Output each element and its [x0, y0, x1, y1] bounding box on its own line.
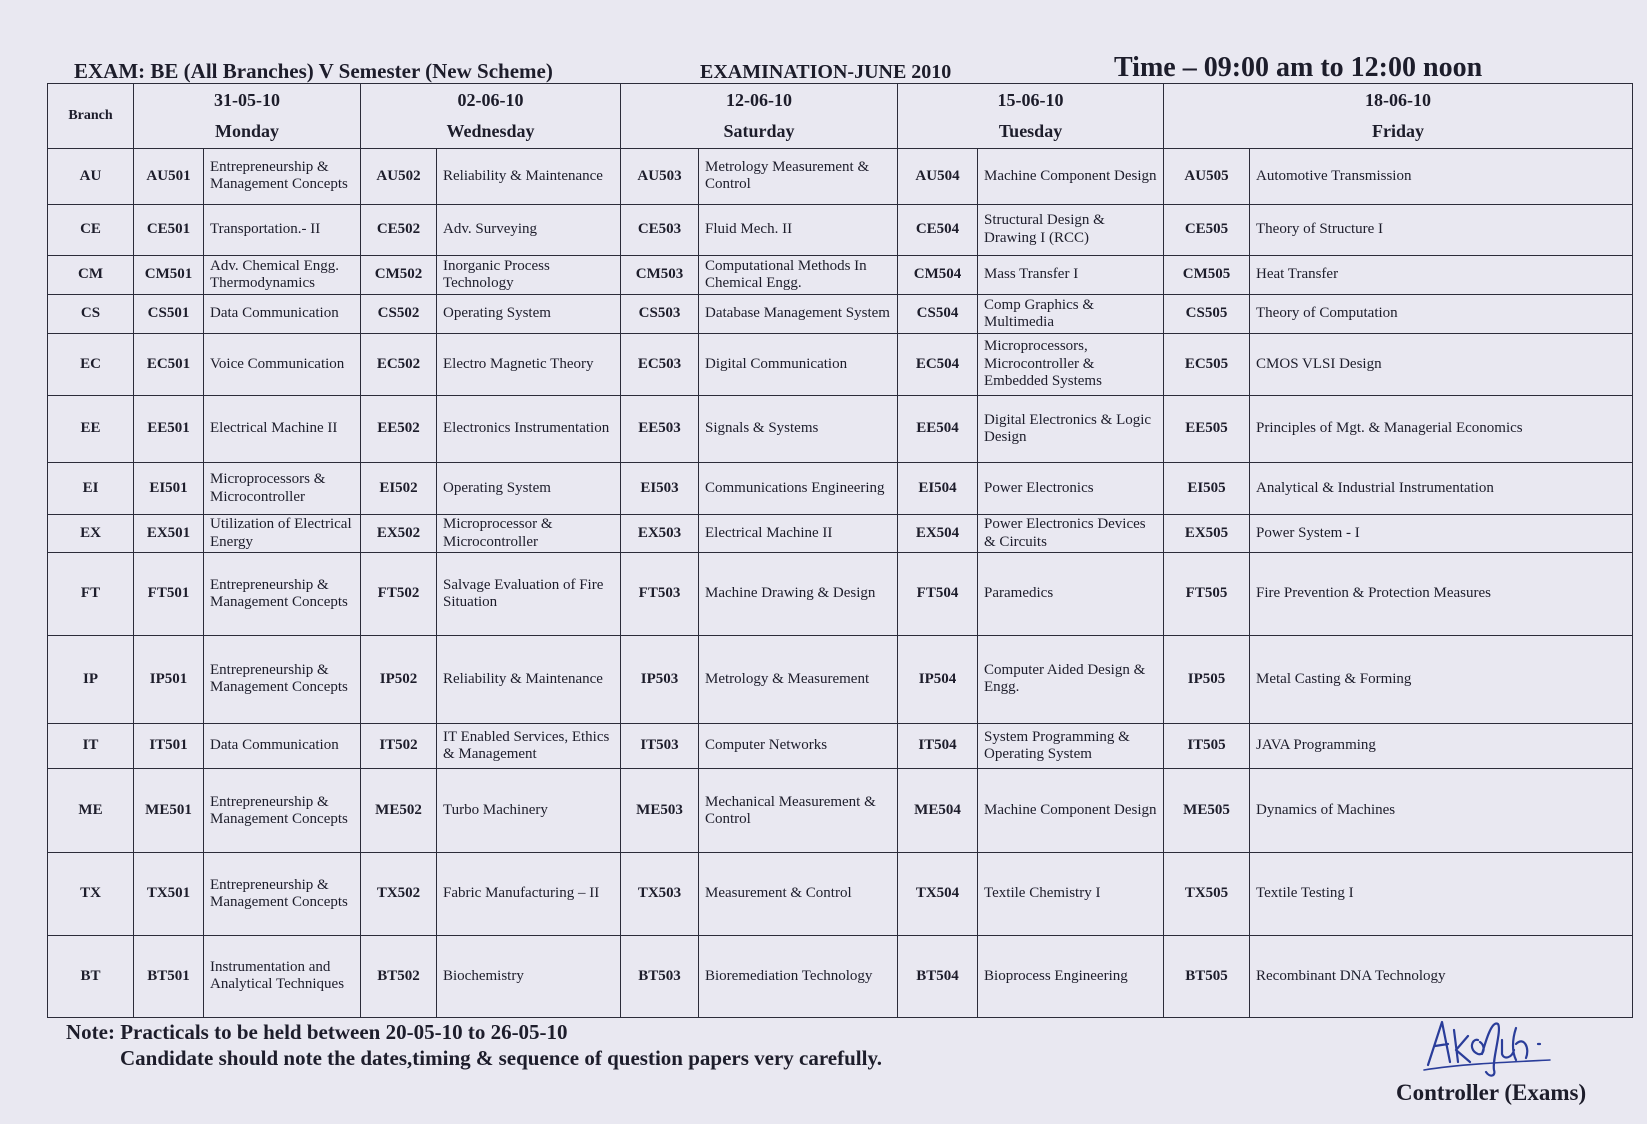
paper-code-cell: CM503	[621, 255, 699, 294]
paper-code-cell: ME503	[621, 769, 699, 853]
subject-cell: Fabric Manufacturing – II	[437, 853, 621, 935]
subject-cell: Bioremediation Technology	[699, 935, 898, 1017]
table-row	[48, 723, 1633, 768]
paper-code-cell: IT503	[621, 723, 699, 768]
subject-cell: Electronics Instrumentation	[437, 395, 621, 463]
paper-code-cell: AU501	[134, 149, 204, 205]
table-row	[48, 395, 1633, 463]
exam-time: Time – 09:00 am to 12:00 noon	[1114, 52, 1483, 83]
document-header	[74, 52, 1634, 84]
table-row	[48, 204, 1633, 255]
paper-code-cell: CM501	[134, 255, 204, 294]
subject-cell: Recombinant DNA Technology	[1250, 935, 1633, 1017]
branch-cell: TX	[48, 853, 134, 935]
branch-cell: AU	[48, 149, 134, 205]
paper-code-cell: IT501	[134, 723, 204, 768]
subject-cell: Power Electronics Devices & Circuits	[978, 514, 1164, 553]
branch-cell: EX	[48, 514, 134, 553]
paper-code-cell: EI505	[1164, 463, 1250, 514]
timetable-table	[47, 83, 1633, 1018]
branch-cell: FT	[48, 553, 134, 635]
subject-cell: Entrepreneurship & Management Concepts	[204, 853, 361, 935]
subject-cell: Power System - I	[1250, 514, 1633, 553]
subject-cell: Theory of Computation	[1250, 294, 1633, 333]
branch-cell: EE	[48, 395, 134, 463]
table-row	[48, 149, 1633, 205]
day-header	[361, 84, 621, 149]
paper-code-cell: FT503	[621, 553, 699, 635]
timetable-body	[48, 149, 1633, 1018]
paper-code-cell: FT504	[898, 553, 978, 635]
paper-code-cell: CS505	[1164, 294, 1250, 333]
subject-cell: Measurement & Control	[699, 853, 898, 935]
paper-code-cell: ME504	[898, 769, 978, 853]
paper-code-cell: BT501	[134, 935, 204, 1017]
subject-cell: IT Enabled Services, Ethics & Management	[437, 723, 621, 768]
paper-code-cell: AU502	[361, 149, 437, 205]
subject-cell: Machine Component Design	[978, 149, 1164, 205]
subject-cell: Electrical Machine II	[204, 395, 361, 463]
branch-cell: EC	[48, 333, 134, 395]
signature	[1420, 1010, 1570, 1080]
subject-cell: Salvage Evaluation of Fire Situation	[437, 553, 621, 635]
paper-code-cell: ME502	[361, 769, 437, 853]
paper-code-cell: FT502	[361, 553, 437, 635]
table-row	[48, 769, 1633, 853]
subject-cell: Reliability & Maintenance	[437, 149, 621, 205]
subject-cell: Microprocessors & Microcontroller	[204, 463, 361, 514]
day-name: Wednesday	[446, 121, 535, 141]
paper-code-cell: TX503	[621, 853, 699, 935]
branch-cell: IT	[48, 723, 134, 768]
paper-code-cell: EX504	[898, 514, 978, 553]
paper-code-cell: IP503	[621, 635, 699, 723]
day-date: 31-05-10	[214, 90, 280, 111]
branch-column-header: Branch	[48, 84, 134, 149]
subject-cell: Microprocessor & Microcontroller	[437, 514, 621, 553]
subject-cell: Mass Transfer I	[978, 255, 1164, 294]
subject-cell: Entrepreneurship & Management Concepts	[204, 635, 361, 723]
day-header	[134, 84, 361, 149]
subject-cell: Comp Graphics & Multimedia	[978, 294, 1164, 333]
paper-code-cell: TX504	[898, 853, 978, 935]
subject-cell: Textile Chemistry I	[978, 853, 1164, 935]
subject-cell: Adv. Surveying	[437, 204, 621, 255]
day-date: 12-06-10	[726, 90, 792, 111]
subject-cell: Theory of Structure I	[1250, 204, 1633, 255]
paper-code-cell: AU504	[898, 149, 978, 205]
paper-code-cell: CE503	[621, 204, 699, 255]
paper-code-cell: ME505	[1164, 769, 1250, 853]
paper-code-cell: AU503	[621, 149, 699, 205]
subject-cell: Metrology & Measurement	[699, 635, 898, 723]
paper-code-cell: CS504	[898, 294, 978, 333]
paper-code-cell: EE503	[621, 395, 699, 463]
subject-cell: Fire Prevention & Protection Measures	[1250, 553, 1633, 635]
paper-code-cell: ME501	[134, 769, 204, 853]
paper-code-cell: EE502	[361, 395, 437, 463]
paper-code-cell: EC505	[1164, 333, 1250, 395]
day-name: Monday	[214, 121, 279, 141]
paper-code-cell: EC504	[898, 333, 978, 395]
practicals-note: Note: Practicals to be held between 20-05-10 to 26-05-10	[66, 1020, 568, 1044]
day-name: Tuesday	[998, 121, 1063, 141]
subject-cell: Textile Testing I	[1250, 853, 1633, 935]
subject-cell: Paramedics	[978, 553, 1164, 635]
subject-cell: Heat Transfer	[1250, 255, 1633, 294]
table-row	[48, 853, 1633, 935]
subject-cell: Transportation.- II	[204, 204, 361, 255]
subject-cell: Biochemistry	[437, 935, 621, 1017]
paper-code-cell: BT502	[361, 935, 437, 1017]
subject-cell: Structural Design & Drawing I (RCC)	[978, 204, 1164, 255]
paper-code-cell: IP501	[134, 635, 204, 723]
paper-code-cell: IT502	[361, 723, 437, 768]
subject-cell: JAVA Programming	[1250, 723, 1633, 768]
subject-cell: Turbo Machinery	[437, 769, 621, 853]
table-row	[48, 514, 1633, 553]
paper-code-cell: BT504	[898, 935, 978, 1017]
day-date: 15-06-10	[997, 90, 1064, 111]
day-header	[621, 84, 898, 149]
paper-code-cell: EE505	[1164, 395, 1250, 463]
subject-cell: Data Communication	[204, 723, 361, 768]
paper-code-cell: TX502	[361, 853, 437, 935]
subject-cell: System Programming & Operating System	[978, 723, 1164, 768]
subject-cell: Electrical Machine II	[699, 514, 898, 553]
day-header	[898, 84, 1164, 149]
subject-cell: Metal Casting & Forming	[1250, 635, 1633, 723]
subject-cell: Power Electronics	[978, 463, 1164, 514]
subject-cell: Adv. Chemical Engg. Thermodynamics	[204, 255, 361, 294]
paper-code-cell: CS501	[134, 294, 204, 333]
paper-code-cell: TX501	[134, 853, 204, 935]
table-row	[48, 553, 1633, 635]
branch-cell: CE	[48, 204, 134, 255]
subject-cell: Computer Aided Design & Engg.	[978, 635, 1164, 723]
day-name: Friday	[1372, 121, 1425, 141]
subject-cell: Microprocessors, Microcontroller & Embedded Systems	[978, 333, 1164, 395]
branch-cell: ME	[48, 769, 134, 853]
paper-code-cell: CS503	[621, 294, 699, 333]
subject-cell: Bioprocess Engineering	[978, 935, 1164, 1017]
paper-code-cell: CS502	[361, 294, 437, 333]
paper-code-cell: EI503	[621, 463, 699, 514]
branch-cell: EI	[48, 463, 134, 514]
subject-cell: Digital Communication	[699, 333, 898, 395]
candidate-note: Candidate should note the dates,timing & sequence of question papers very carefully.	[120, 1046, 883, 1070]
subject-cell: Electro Magnetic Theory	[437, 333, 621, 395]
paper-code-cell: EI504	[898, 463, 978, 514]
examination-session: EXAMINATION-JUNE 2010	[700, 61, 952, 83]
subject-cell: Entrepreneurship & Management Concepts	[204, 553, 361, 635]
paper-code-cell: EE504	[898, 395, 978, 463]
table-row	[48, 935, 1633, 1017]
paper-code-cell: CE502	[361, 204, 437, 255]
paper-code-cell: EC503	[621, 333, 699, 395]
branch-cell: CM	[48, 255, 134, 294]
branch-cell: CS	[48, 294, 134, 333]
subject-cell: Data Communication	[204, 294, 361, 333]
paper-code-cell: IP505	[1164, 635, 1250, 723]
subject-cell: Communications Engineering	[699, 463, 898, 514]
subject-cell: Database Management System	[699, 294, 898, 333]
subject-cell: Machine Component Design	[978, 769, 1164, 853]
day-date: 18-06-10	[1365, 90, 1432, 111]
subject-cell: Entrepreneurship & Management Concepts	[204, 149, 361, 205]
subject-cell: Operating System	[437, 463, 621, 514]
paper-code-cell: EI501	[134, 463, 204, 514]
subject-cell: Computational Methods In Chemical Engg.	[699, 255, 898, 294]
exam-title: EXAM: BE (All Branches) V Semester (New Scheme)	[74, 59, 553, 83]
subject-cell: Utilization of Electrical Energy	[204, 514, 361, 553]
subject-cell: Computer Networks	[699, 723, 898, 768]
subject-cell: Signals & Systems	[699, 395, 898, 463]
paper-code-cell: CE504	[898, 204, 978, 255]
paper-code-cell: TX505	[1164, 853, 1250, 935]
paper-code-cell: EX502	[361, 514, 437, 553]
table-row	[48, 294, 1633, 333]
subject-cell: Digital Electronics & Logic Design	[978, 395, 1164, 463]
subject-cell: Entrepreneurship & Management Concepts	[204, 769, 361, 853]
paper-code-cell: IT504	[898, 723, 978, 768]
table-header-row	[48, 84, 1633, 149]
paper-code-cell: IP502	[361, 635, 437, 723]
day-date: 02-06-10	[457, 90, 524, 111]
paper-code-cell: BT503	[621, 935, 699, 1017]
paper-code-cell: AU505	[1164, 149, 1250, 205]
paper-code-cell: CE505	[1164, 204, 1250, 255]
subject-cell: Analytical & Industrial Instrumentation	[1250, 463, 1633, 514]
branch-cell: IP	[48, 635, 134, 723]
paper-code-cell: IP504	[898, 635, 978, 723]
branch-cell: BT	[48, 935, 134, 1017]
subject-cell: Inorganic Process Technology	[437, 255, 621, 294]
paper-code-cell: CM504	[898, 255, 978, 294]
subject-cell: CMOS VLSI Design	[1250, 333, 1633, 395]
paper-code-cell: BT505	[1164, 935, 1250, 1017]
table-row	[48, 255, 1633, 294]
table-row	[48, 635, 1633, 723]
paper-code-cell: EX501	[134, 514, 204, 553]
paper-code-cell: CE501	[134, 204, 204, 255]
subject-cell: Instrumentation and Analytical Techniques	[204, 935, 361, 1017]
paper-code-cell: EC502	[361, 333, 437, 395]
paper-code-cell: CM505	[1164, 255, 1250, 294]
day-header	[1164, 84, 1633, 149]
paper-code-cell: FT505	[1164, 553, 1250, 635]
paper-code-cell: FT501	[134, 553, 204, 635]
subject-cell: Metrology Measurement & Control	[699, 149, 898, 205]
day-name: Saturday	[723, 121, 795, 141]
paper-code-cell: IT505	[1164, 723, 1250, 768]
paper-code-cell: EI502	[361, 463, 437, 514]
controller-exams: Controller (Exams)	[1396, 1080, 1587, 1105]
subject-cell: Principles of Mgt. & Managerial Economics	[1250, 395, 1633, 463]
paper-code-cell: EX505	[1164, 514, 1250, 553]
table-row	[48, 333, 1633, 395]
paper-code-cell: EX503	[621, 514, 699, 553]
subject-cell: Voice Communication	[204, 333, 361, 395]
subject-cell: Reliability & Maintenance	[437, 635, 621, 723]
subject-cell: Dynamics of Machines	[1250, 769, 1633, 853]
table-row	[48, 463, 1633, 514]
subject-cell: Operating System	[437, 294, 621, 333]
paper-code-cell: CM502	[361, 255, 437, 294]
subject-cell: Automotive Transmission	[1250, 149, 1633, 205]
paper-code-cell: EC501	[134, 333, 204, 395]
subject-cell: Mechanical Measurement & Control	[699, 769, 898, 853]
subject-cell: Machine Drawing & Design	[699, 553, 898, 635]
subject-cell: Fluid Mech. II	[699, 204, 898, 255]
paper-code-cell: EE501	[134, 395, 204, 463]
